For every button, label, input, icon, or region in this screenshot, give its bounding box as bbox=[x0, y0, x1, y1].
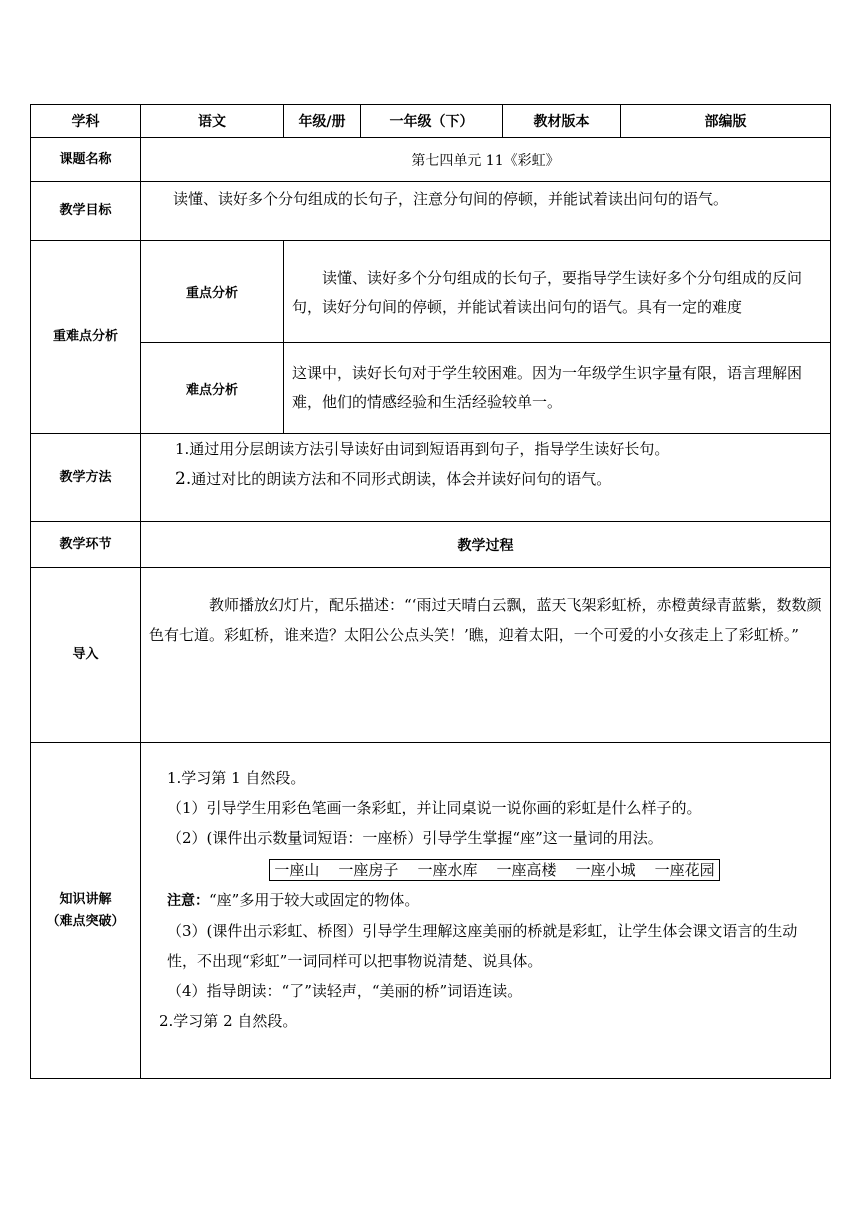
note-text: “座”多用于较大或固定的物体。 bbox=[209, 891, 420, 909]
knowledge-para-5: （4）指导朗读：“了”读轻声，“美丽的桥”词语连读。 bbox=[167, 982, 523, 1000]
knowledge-label-line-2: （难点突破） bbox=[46, 913, 125, 929]
knowledge-label bbox=[31, 743, 141, 1079]
method-label: 教学方法 bbox=[31, 434, 141, 522]
lesson-plan bbox=[30, 104, 830, 1079]
knowledge-row bbox=[31, 743, 831, 1079]
process-stage-label: 教学环节 bbox=[31, 522, 141, 568]
hard-point-label: 难点分析 bbox=[141, 343, 284, 434]
measure-word-box-row bbox=[167, 859, 822, 881]
method-content bbox=[141, 434, 831, 522]
key-point-text: 读懂、读好多个分句组成的长句子，要指导学生读好多个分句组成的反问句，读好分句间的停顿，并能试着读出问句的语气。具有一定的难度 bbox=[284, 241, 831, 343]
subject-label: 学科 bbox=[31, 105, 141, 138]
topic-row bbox=[31, 138, 831, 182]
intro-label: 导入 bbox=[31, 568, 141, 743]
process-title: 教学过程 bbox=[141, 522, 831, 568]
knowledge-para-1: 1.学习第 1 自然段。 bbox=[167, 769, 306, 787]
goal-text: 读懂、读好多个分句组成的长句子，注意分句间的停顿，并能试着读出问句的语气。 bbox=[141, 182, 831, 241]
header-row bbox=[31, 105, 831, 138]
knowledge-label-line-1: 知识讲解 bbox=[59, 891, 112, 907]
knowledge-para-6: 2.学习第 2 自然段。 bbox=[159, 1012, 298, 1030]
lesson-plan-table bbox=[30, 104, 831, 1079]
knowledge-para-3: （2）(课件出示数量词短语：一座桥）引导学生掌握“座”这一量词的用法。 bbox=[167, 829, 663, 847]
edition-value: 部编版 bbox=[621, 105, 831, 138]
note-label: 注意： bbox=[167, 893, 209, 909]
hard-point-text: 这课中，读好长句对于学生较困难。因为一年级学生识字量有限，语言理解困难，他们的情感经验和生活经验较单一。 bbox=[284, 343, 831, 434]
method-line-2 bbox=[175, 464, 822, 494]
knowledge-para-4: （3）(课件出示彩虹、桥图）引导学生理解这座美丽的桥就是彩虹，让学生体会课文语言的生动性，不出现“彩虹”一词同样可以把事物说清楚、说具体。 bbox=[167, 922, 798, 970]
method-line-2-number: 2. bbox=[175, 469, 192, 489]
topic-label: 课题名称 bbox=[31, 138, 141, 182]
key-point-label: 重点分析 bbox=[141, 241, 284, 343]
hard-point-row bbox=[31, 343, 831, 434]
subject-value: 语文 bbox=[141, 105, 284, 138]
method-line-2-text: 通过对比的朗读方法和不同形式朗读，体会并读好问句的语气。 bbox=[191, 470, 612, 488]
intro-text: 教师播放幻灯片，配乐描述：“‘雨过天晴白云飘，蓝天飞架彩虹桥，赤橙黄绿青蓝紫，数数颜色有七道。彩虹桥，谁来造？太阳公公点头笑！’瞧，迎着太阳，一个可爱的小女孩走上了彩虹桥。” bbox=[141, 568, 831, 743]
difficulty-label: 重难点分析 bbox=[31, 241, 141, 434]
goal-row bbox=[31, 182, 831, 241]
method-line-1: 1.通过用分层朗读方法引导读好由词到短语再到句子，指导学生读好长句。 bbox=[175, 440, 670, 458]
measure-word-box: 一座山 一座房子 一座水库 一座高楼 一座小城 一座花园 bbox=[269, 859, 719, 881]
method-row bbox=[31, 434, 831, 522]
edition-label: 教材版本 bbox=[503, 105, 621, 138]
key-point-row bbox=[31, 241, 831, 343]
intro-row bbox=[31, 568, 831, 743]
knowledge-para-2: （1）引导学生用彩色笔画一条彩虹，并让同桌说一说你画的彩虹是什么样子的。 bbox=[167, 799, 702, 817]
grade-value: 一年级（下） bbox=[361, 105, 503, 138]
knowledge-note bbox=[167, 885, 822, 916]
goal-label: 教学目标 bbox=[31, 182, 141, 241]
process-header-row bbox=[31, 522, 831, 568]
grade-label: 年级/册 bbox=[284, 105, 361, 138]
topic-value: 第七四单元 11《彩虹》 bbox=[141, 138, 831, 182]
knowledge-content bbox=[141, 743, 831, 1079]
